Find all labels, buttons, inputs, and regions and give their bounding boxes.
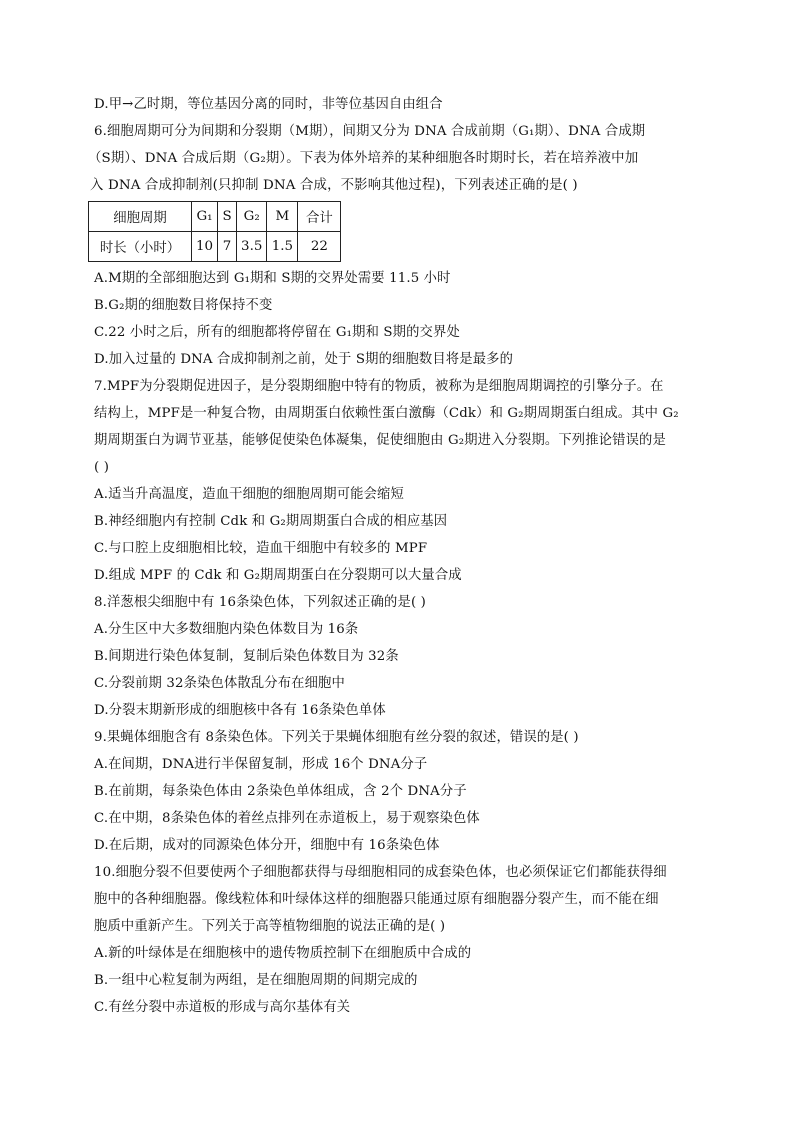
q8-stem: 8.洋葱根尖细胞中有 16条染色体，下列叙述正确的是( ) [94, 595, 426, 610]
row-cell-total: 22 [298, 232, 341, 262]
q10-stem-line-1: 10.细胞分裂不但要使两个子细胞都获得与母细胞相同的成套染色体，也必须保证它们都能获得细 [94, 865, 667, 880]
q6-option-d: D.加入过量的 DNA 合成抑制剂之前，处于 S期的细胞数目将是最多的 [94, 352, 514, 367]
q10-stem-line-2: 胞中的各种细胞器。像线粒体和叶绿体这样的细胞器只能通过原有细胞器分裂产生，而不能在细 [94, 892, 659, 907]
q8-option-d: D.分裂末期新形成的细胞核中各有 16条染色单体 [94, 703, 386, 718]
header-cell-m: M [267, 202, 298, 232]
row-cell-label: 时长（小时） [89, 232, 192, 262]
row-cell-m: 1.5 [267, 232, 298, 262]
q9-option-c: C.在中期，8条染色体的着丝点排列在赤道板上，易于观察染色体 [94, 811, 480, 826]
q7-stem-line-4: ( ) [94, 460, 110, 475]
cell-cycle-table [88, 201, 341, 262]
row-cell-g1: 10 [192, 232, 218, 262]
q6-option-a: A.M期的全部细胞达到 G₁期和 S期的交界处需要 11.5 小时 [94, 271, 451, 286]
q9-option-a: A.在间期，DNA进行半保留复制，形成 16个 DNA分子 [94, 757, 428, 772]
q8-option-b: B.间期进行染色体复制，复制后染色体数目为 32条 [94, 649, 399, 664]
q7-stem-line-3: 期周期蛋白为调节亚基，能够促使染色体凝集，促使细胞由 G₂期进入分裂期。下列推论错误的是 [94, 433, 666, 448]
header-cell-g1: G₁ [192, 202, 218, 232]
q6-option-b: B.G₂期的细胞数目将保持不变 [94, 298, 273, 313]
q7-stem-line-2: 结构上，MPF是一种复合物，由周期蛋白依赖性蛋白激酶（Cdk）和 G₂期周期蛋白组成。其中 G₂ [94, 406, 679, 421]
q7-option-c: C.与口腔上皮细胞相比较，造血干细胞中有较多的 MPF [94, 541, 428, 556]
q10-stem-line-3: 胞质中重新产生。下列关于高等植物细胞的说法正确的是( ) [94, 919, 446, 934]
row-cell-s: 7 [218, 232, 237, 262]
q10-option-b: B.一组中心粒复制为两组，是在细胞周期的间期完成的 [94, 973, 418, 988]
table-row [89, 232, 341, 262]
q6-stem-line-2: （S期）、DNA 合成后期（G₂期）。下表为体外培养的某种细胞各时期时长，若在培养液中加 [88, 151, 639, 166]
q7-stem-line-1: 7.MPF为分裂期促进因子，是分裂期细胞中特有的物质，被称为是细胞周期调控的引擎分子。在 [94, 379, 664, 394]
header-cell-g2: G₂ [237, 202, 267, 232]
header-cell-total: 合计 [298, 202, 341, 232]
q7-option-a: A.适当升高温度，造血干细胞的细胞周期可能会缩短 [94, 487, 404, 502]
q9-option-d: D.在后期，成对的同源染色体分开，细胞中有 16条染色体 [94, 838, 440, 853]
q10-option-c: C.有丝分裂中赤道板的形成与高尔基体有关 [94, 1000, 351, 1015]
q6-option-c: C.22 小时之后，所有的细胞都将停留在 G₁期和 S期的交界处 [94, 325, 460, 340]
q6-stem-line-3: 入 DNA 合成抑制剂(只抑制 DNA 合成，不影响其他过程)，下列表述正确的是( ) [90, 178, 578, 193]
q7-option-d: D.组成 MPF 的 Cdk 和 G₂期周期蛋白在分裂期可以大量合成 [94, 568, 462, 583]
q7-option-b: B.神经细胞内有控制 Cdk 和 G₂期周期蛋白合成的相应基因 [94, 514, 448, 529]
q5-option-d: D.甲→乙时期，等位基因分离的同时，非等位基因自由组合 [94, 97, 443, 112]
q6-stem-line-1: 6.细胞周期可分为间期和分裂期（M期），间期又分为 DNA 合成前期（G₁期）、DNA 合成期 [94, 124, 646, 139]
table-row [89, 202, 341, 232]
header-cell-s: S [218, 202, 237, 232]
q10-option-a: A.新的叶绿体是在细胞核中的遗传物质控制下在细胞质中合成的 [94, 946, 472, 961]
header-cell-label: 细胞周期 [89, 202, 192, 232]
q9-option-b: B.在前期，每条染色体由 2条染色单体组成，含 2个 DNA分子 [94, 784, 467, 799]
q8-option-c: C.分裂前期 32条染色体散乱分布在细胞中 [94, 676, 345, 691]
q8-option-a: A.分生区中大多数细胞内染色体数目为 16条 [94, 622, 359, 637]
q9-stem: 9.果蝇体细胞含有 8条染色体。下列关于果蝇体细胞有丝分裂的叙述，错误的是( ) [94, 730, 579, 745]
row-cell-g2: 3.5 [237, 232, 267, 262]
